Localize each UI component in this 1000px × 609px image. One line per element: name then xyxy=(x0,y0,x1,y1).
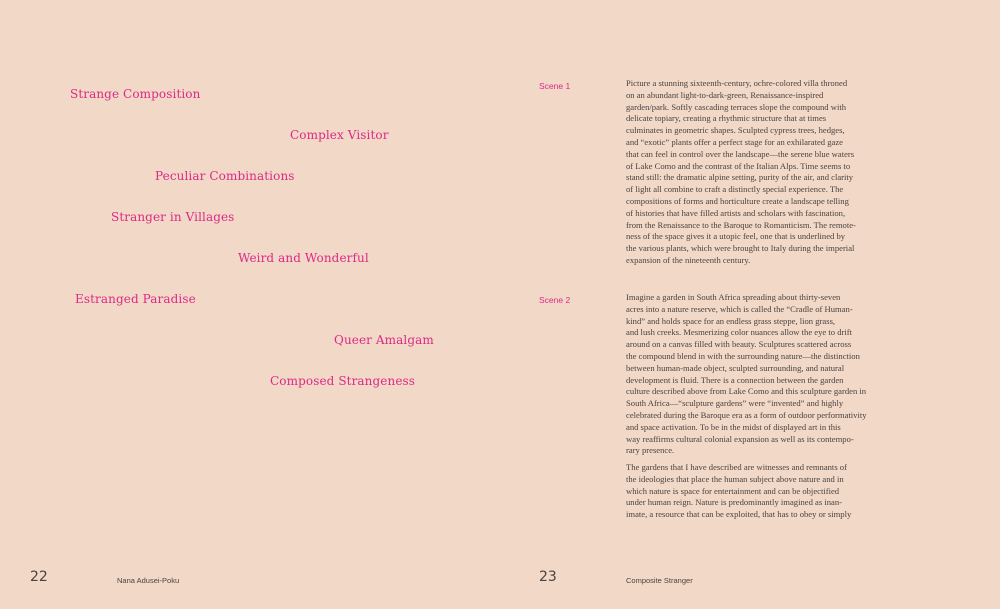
scene-2-text xyxy=(626,292,882,457)
text-line: of Lake Como and the contrast of the Italian Alps. Time seems to xyxy=(626,160,851,171)
text-line: ness of the space gives it a utopic feel, one that is underlined by xyxy=(626,231,846,242)
text-line: on an abundant light-to-dark-green, Renaissance-inspired xyxy=(626,89,824,100)
text-line: delicate topiary, creating a rhythmic structure that at times xyxy=(626,113,827,124)
text-line: imate, a resource that can be exploited, that has to obey or simply xyxy=(626,509,852,520)
text-line: and “exotic” plants offer a perfect stage for an exhilarated gaze xyxy=(626,136,843,147)
text-line: the ideologies that place the human subject above nature and in xyxy=(626,473,844,484)
phrase-peculiar-combinations: Peculiar Combinations xyxy=(155,169,295,183)
text-line: and lush creeks. Mesmerizing color nuances allow the eye to drift xyxy=(626,327,852,338)
text-line: and space activation. To be in the midst of displayed art in this xyxy=(626,421,841,432)
scene-1-label: Scene 1 xyxy=(539,81,571,91)
text-line: which nature is space for entertainment and can be objectified xyxy=(626,485,840,496)
text-line: South Africa—“sculpture gardens” were “invented” and highly xyxy=(626,398,844,409)
phrase-strange-composition: Strange Composition xyxy=(70,87,201,101)
text-line: compositions of forms and horticulture create a landscape telling xyxy=(626,195,849,206)
text-line: Imagine a garden in South Africa spreading about thirty-seven xyxy=(626,292,841,302)
scene-2-label: Scene 2 xyxy=(539,295,571,305)
text-line: culture described above from Lake Como and this sculpture garden in xyxy=(626,386,867,397)
text-line: celebrated during the Baroque era as a form of outdoor performativity xyxy=(626,409,867,420)
phrase-queer-amalgam: Queer Amalgam xyxy=(334,333,434,347)
closing-text xyxy=(626,462,882,521)
text-line: expansion of the nineteenth century. xyxy=(626,254,751,265)
page-number-left: 22 xyxy=(30,569,48,585)
text-line: the compound blend in with the surrounding nature—the distinction xyxy=(626,350,860,361)
phrase-estranged-paradise: Estranged Paradise xyxy=(75,292,196,306)
text-line: stand still: the dramatic alpine setting, purity of the air, and clarity xyxy=(626,172,854,183)
text-line: garden/park. Softly cascading terraces slope the compound with xyxy=(626,101,847,112)
text-line: between human-made object, sculpted surrounding, and natural xyxy=(626,362,845,373)
text-line: from the Renaissance to the Baroque to Romanticism. The remote- xyxy=(626,219,856,230)
scene-1-text xyxy=(626,78,882,267)
phrase-stranger-in-villages: Stranger in Villages xyxy=(111,210,235,224)
text-line: under human reign. Nature is predominantly imagined as inan- xyxy=(626,497,842,508)
text-line: of light all combine to craft a distinctly special experience. The xyxy=(626,184,844,195)
text-line: acres into a nature reserve, which is called the “Cradle of Human- xyxy=(626,303,853,314)
text-line: The gardens that I have described are witnesses and remnants of xyxy=(626,462,847,472)
text-line: rary presence. xyxy=(626,445,675,456)
text-line: development is fluid. There is a connection between the garden xyxy=(626,374,844,385)
text-line: culminates in geometric shapes. Sculpted cypress trees, hedges, xyxy=(626,125,845,136)
text-line: kind” and holds space for an endless grass steppe, lion grass, xyxy=(626,315,836,326)
text-line: Picture a stunning sixteenth-century, ochre-colored villa throned xyxy=(626,78,848,88)
phrase-composed-strangeness: Composed Strangeness xyxy=(270,374,416,388)
phrase-weird-and-wonderful: Weird and Wonderful xyxy=(238,251,369,265)
text-line: the various plants, which were brought to Italy during the imperial xyxy=(626,243,855,254)
text-line: that can feel in control over the landscape—the serene blue waters xyxy=(626,148,855,159)
phrase-complex-visitor: Complex Visitor xyxy=(290,128,389,142)
text-line: way reaffirms cultural colonial expansion as well as its contempo- xyxy=(626,433,854,444)
page-number-right: 23 xyxy=(539,569,557,585)
text-line: around on a canvas filled with beauty. Sculptures scattered across xyxy=(626,339,852,350)
right-page xyxy=(500,0,1000,609)
running-head-left: Nana Adusei-Poku xyxy=(117,576,180,585)
running-head-right: Composite Stranger xyxy=(626,576,693,585)
text-line: of histories that have filled artists and scholars with fascination, xyxy=(626,207,846,218)
